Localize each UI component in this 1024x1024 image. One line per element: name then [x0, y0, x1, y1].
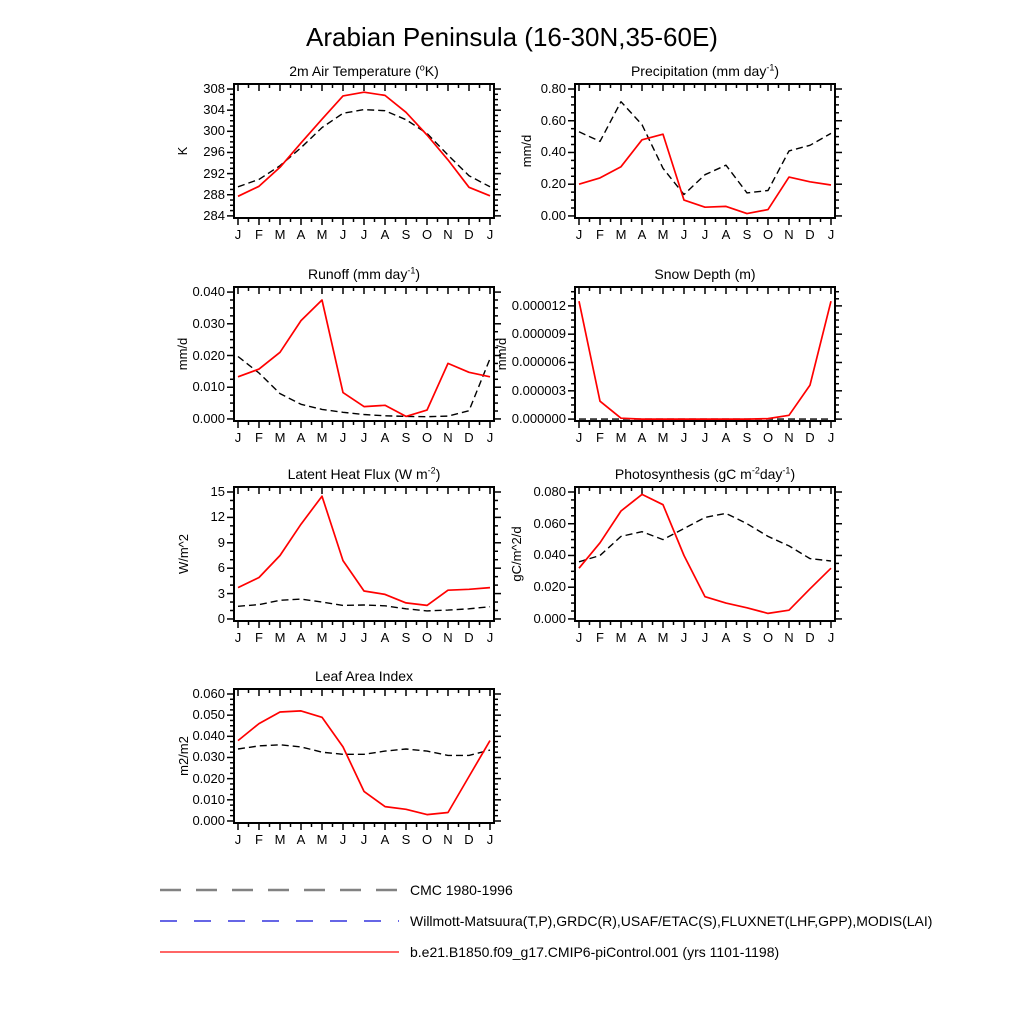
series-model-red	[238, 711, 490, 815]
chart-canvas-2	[222, 275, 506, 433]
x-tick-label: J	[486, 630, 494, 645]
x-tick-label: M	[316, 430, 328, 445]
series-model-red	[238, 300, 490, 416]
title-text: Photosynthesis (gC m	[614, 466, 752, 482]
title-text: Snow Depth (m)	[654, 266, 756, 282]
x-tick-label: A	[637, 430, 647, 445]
title-text: 2m Air Temperature (	[289, 63, 420, 79]
x-tick-label: J	[486, 832, 494, 847]
x-tick-label: A	[721, 227, 731, 242]
y-axis-label: W/m^2	[176, 533, 191, 575]
y-tick-label: 0.030	[192, 749, 225, 765]
y-tick-label: 0.080	[533, 483, 566, 499]
x-tick-label: J	[680, 430, 688, 445]
title-text: day	[759, 466, 783, 482]
x-tick-label: S	[742, 430, 752, 445]
x-tick-label: J	[486, 430, 494, 445]
x-tick-label: J	[575, 430, 583, 445]
y-tick-label: 0.040	[192, 284, 225, 300]
panel-title-0	[174, 63, 554, 79]
x-tick-label: A	[380, 630, 390, 645]
series-model-red	[238, 496, 490, 605]
chart-canvas-5	[563, 475, 847, 633]
legend-line-swatch	[158, 946, 404, 958]
title-superscript: -1	[782, 465, 791, 476]
x-tick-label: D	[464, 630, 474, 645]
y-tick-label: 0	[217, 610, 225, 626]
x-tick-label: S	[401, 227, 411, 242]
y-tick-label: 0.030	[192, 315, 225, 331]
title-text: Runoff (mm day	[307, 266, 408, 282]
y-tick-label: 0.050	[192, 707, 225, 723]
title-text: Leaf Area Index	[314, 668, 414, 684]
title-text: )	[435, 466, 441, 482]
x-tick-label: M	[657, 430, 669, 445]
x-tick-label: J	[234, 430, 242, 445]
x-tick-label: J	[680, 227, 688, 242]
x-tick-label: F	[596, 630, 604, 645]
x-tick-label: D	[464, 227, 474, 242]
x-tick-label: J	[360, 430, 368, 445]
x-tick-label: M	[316, 832, 328, 847]
x-tick-label: F	[255, 630, 263, 645]
x-tick-label: J	[701, 630, 709, 645]
x-tick-label: N	[784, 630, 794, 645]
y-tick-label: 0.000	[192, 410, 225, 426]
y-tick-label: 0.00	[540, 207, 566, 223]
y-tick-label: 0.020	[192, 347, 225, 363]
title-superscript: -1	[407, 265, 416, 276]
y-tick-label: 0.000003	[511, 382, 566, 398]
y-tick-label: 0.020	[192, 770, 225, 786]
panel-title-5	[515, 466, 895, 482]
x-tick-label: J	[234, 227, 242, 242]
y-tick-label: 288	[203, 186, 225, 202]
x-tick-label: M	[274, 227, 286, 242]
x-tick-label: J	[360, 832, 368, 847]
x-tick-label: M	[615, 430, 627, 445]
x-tick-label: S	[401, 430, 411, 445]
y-tick-label: 15	[210, 483, 225, 499]
x-tick-label: S	[401, 630, 411, 645]
y-axis-label: K	[175, 146, 190, 156]
x-tick-label: A	[296, 227, 306, 242]
y-tick-label: 0.020	[533, 579, 566, 595]
title-text: )	[790, 466, 796, 482]
x-tick-label: A	[296, 430, 306, 445]
legend-line-swatch	[158, 915, 404, 927]
y-tick-label: 0.060	[533, 515, 566, 531]
x-tick-label: O	[762, 430, 774, 445]
x-tick-label: A	[637, 227, 647, 242]
legend-label: CMC 1980-1996	[410, 882, 513, 898]
x-tick-label: D	[805, 227, 815, 242]
x-tick-label: N	[443, 430, 453, 445]
y-tick-label: 296	[203, 144, 225, 160]
x-tick-label: J	[827, 630, 835, 645]
y-axis-label: m2/m2	[176, 736, 191, 776]
series-obs-dashed	[238, 599, 490, 611]
title-text: Latent Heat Flux (W m	[287, 466, 428, 482]
y-tick-label: 292	[203, 165, 225, 181]
x-tick-label: D	[805, 630, 815, 645]
chart-canvas-0	[222, 72, 506, 230]
y-tick-label: 0.010	[192, 791, 225, 807]
chart-canvas-1	[563, 72, 847, 230]
title-text: )	[415, 266, 421, 282]
x-tick-label: J	[827, 430, 835, 445]
series-obs-dashed	[238, 110, 490, 187]
x-tick-label: O	[421, 227, 433, 242]
x-tick-label: J	[827, 227, 835, 242]
x-tick-label: J	[339, 227, 347, 242]
y-tick-label: 0.060	[192, 685, 225, 701]
x-tick-label: O	[421, 630, 433, 645]
x-tick-label: A	[637, 630, 647, 645]
x-tick-label: F	[255, 832, 263, 847]
y-tick-label: 9	[217, 534, 225, 550]
series-obs-dashed	[579, 513, 831, 561]
y-axis-label: mm/d	[519, 134, 534, 168]
legend-label: b.e21.B1850.f09_g17.CMIP6-piControl.001 (yrs 1101-1198)	[410, 944, 780, 960]
x-tick-label: N	[784, 430, 794, 445]
title-superscript: -2	[427, 465, 436, 476]
x-tick-label: J	[575, 227, 583, 242]
x-tick-label: F	[255, 430, 263, 445]
x-tick-label: J	[339, 832, 347, 847]
panel-title-2	[174, 266, 554, 282]
x-tick-label: N	[443, 227, 453, 242]
y-tick-label: 0.000	[192, 812, 225, 828]
y-axis-label: gC/m^2/d	[509, 526, 524, 582]
chart-canvas-6	[222, 677, 506, 835]
y-tick-label: 0.000000	[511, 411, 566, 427]
panel-title-1	[515, 63, 895, 79]
y-tick-label: 300	[203, 123, 225, 139]
x-tick-label: J	[360, 227, 368, 242]
x-tick-label: M	[615, 227, 627, 242]
x-tick-label: F	[596, 430, 604, 445]
title-superscript: -1	[766, 62, 775, 73]
panel-title-6	[174, 668, 554, 684]
chart-canvas-4	[222, 475, 506, 633]
y-tick-label: 0.80	[540, 80, 566, 96]
x-tick-label: M	[657, 227, 669, 242]
y-tick-label: 6	[217, 560, 225, 576]
y-tick-label: 0.60	[540, 112, 566, 128]
series-obs-dashed	[579, 102, 831, 195]
x-tick-label: N	[443, 630, 453, 645]
x-tick-label: D	[805, 430, 815, 445]
y-tick-label: 0.000009	[511, 326, 566, 342]
series-obs-dashed	[238, 745, 490, 756]
x-tick-label: O	[421, 430, 433, 445]
x-tick-label: M	[274, 430, 286, 445]
y-tick-label: 0.000006	[511, 354, 566, 370]
x-tick-label: J	[486, 227, 494, 242]
legend-line-swatch	[158, 884, 404, 896]
x-tick-label: J	[360, 630, 368, 645]
x-tick-label: J	[701, 227, 709, 242]
x-tick-label: M	[274, 630, 286, 645]
x-tick-label: N	[443, 832, 453, 847]
title-text: Precipitation (mm day	[630, 63, 767, 79]
x-tick-label: D	[464, 832, 474, 847]
y-tick-label: 0.20	[540, 176, 566, 192]
y-tick-label: 12	[210, 509, 225, 525]
y-tick-label: 284	[203, 207, 225, 223]
x-tick-label: F	[255, 227, 263, 242]
x-tick-label: N	[784, 227, 794, 242]
y-tick-label: 308	[203, 81, 225, 97]
y-tick-label: 3	[217, 585, 225, 601]
y-tick-label: 0.040	[533, 547, 566, 563]
x-tick-label: F	[596, 227, 604, 242]
y-tick-label: 304	[203, 102, 225, 118]
x-tick-label: S	[742, 630, 752, 645]
series-model-red	[579, 134, 831, 213]
x-tick-label: J	[575, 630, 583, 645]
x-tick-label: J	[701, 430, 709, 445]
y-axis-label: mm/d	[175, 337, 190, 371]
panel-title-4	[174, 466, 554, 482]
x-tick-label: O	[762, 227, 774, 242]
x-tick-label: J	[234, 832, 242, 847]
x-tick-label: J	[680, 630, 688, 645]
y-tick-label: 0.000012	[511, 297, 566, 313]
x-tick-label: A	[380, 430, 390, 445]
x-tick-label: J	[339, 630, 347, 645]
x-tick-label: M	[615, 630, 627, 645]
y-tick-label: 0.000	[533, 610, 566, 626]
x-tick-label: A	[721, 630, 731, 645]
series-model-red	[238, 92, 490, 196]
x-tick-label: O	[762, 630, 774, 645]
x-tick-label: A	[296, 630, 306, 645]
series-model-red	[579, 301, 831, 419]
x-tick-label: A	[721, 430, 731, 445]
y-tick-label: 0.010	[192, 379, 225, 395]
x-tick-label: A	[296, 832, 306, 847]
x-tick-label: M	[274, 832, 286, 847]
x-tick-label: M	[316, 630, 328, 645]
x-tick-label: J	[234, 630, 242, 645]
title-superscript: -2	[751, 465, 760, 476]
legend-label: Willmott-Matsuura(T,P),GRDC(R),USAF/ETAC(S),FLUXNET(LHF,GPP),MODIS(LAI)	[410, 913, 933, 929]
title-superscript: o	[419, 62, 425, 73]
figure-title: Arabian Peninsula (16-30N,35-60E)	[306, 22, 718, 52]
x-tick-label: S	[742, 227, 752, 242]
x-tick-label: O	[421, 832, 433, 847]
y-tick-label: 0.040	[192, 728, 225, 744]
y-tick-label: 0.40	[540, 144, 566, 160]
chart-canvas-3	[563, 275, 847, 433]
x-tick-label: M	[657, 630, 669, 645]
x-tick-label: M	[316, 227, 328, 242]
x-tick-label: A	[380, 227, 390, 242]
x-tick-label: A	[380, 832, 390, 847]
x-tick-label: D	[464, 430, 474, 445]
x-tick-label: S	[401, 832, 411, 847]
series-model-red	[579, 494, 831, 613]
title-text: )	[774, 63, 780, 79]
panel-title-3	[515, 266, 895, 282]
y-axis-label: mm/d	[494, 337, 509, 371]
x-tick-label: J	[339, 430, 347, 445]
title-text: K)	[424, 63, 439, 79]
